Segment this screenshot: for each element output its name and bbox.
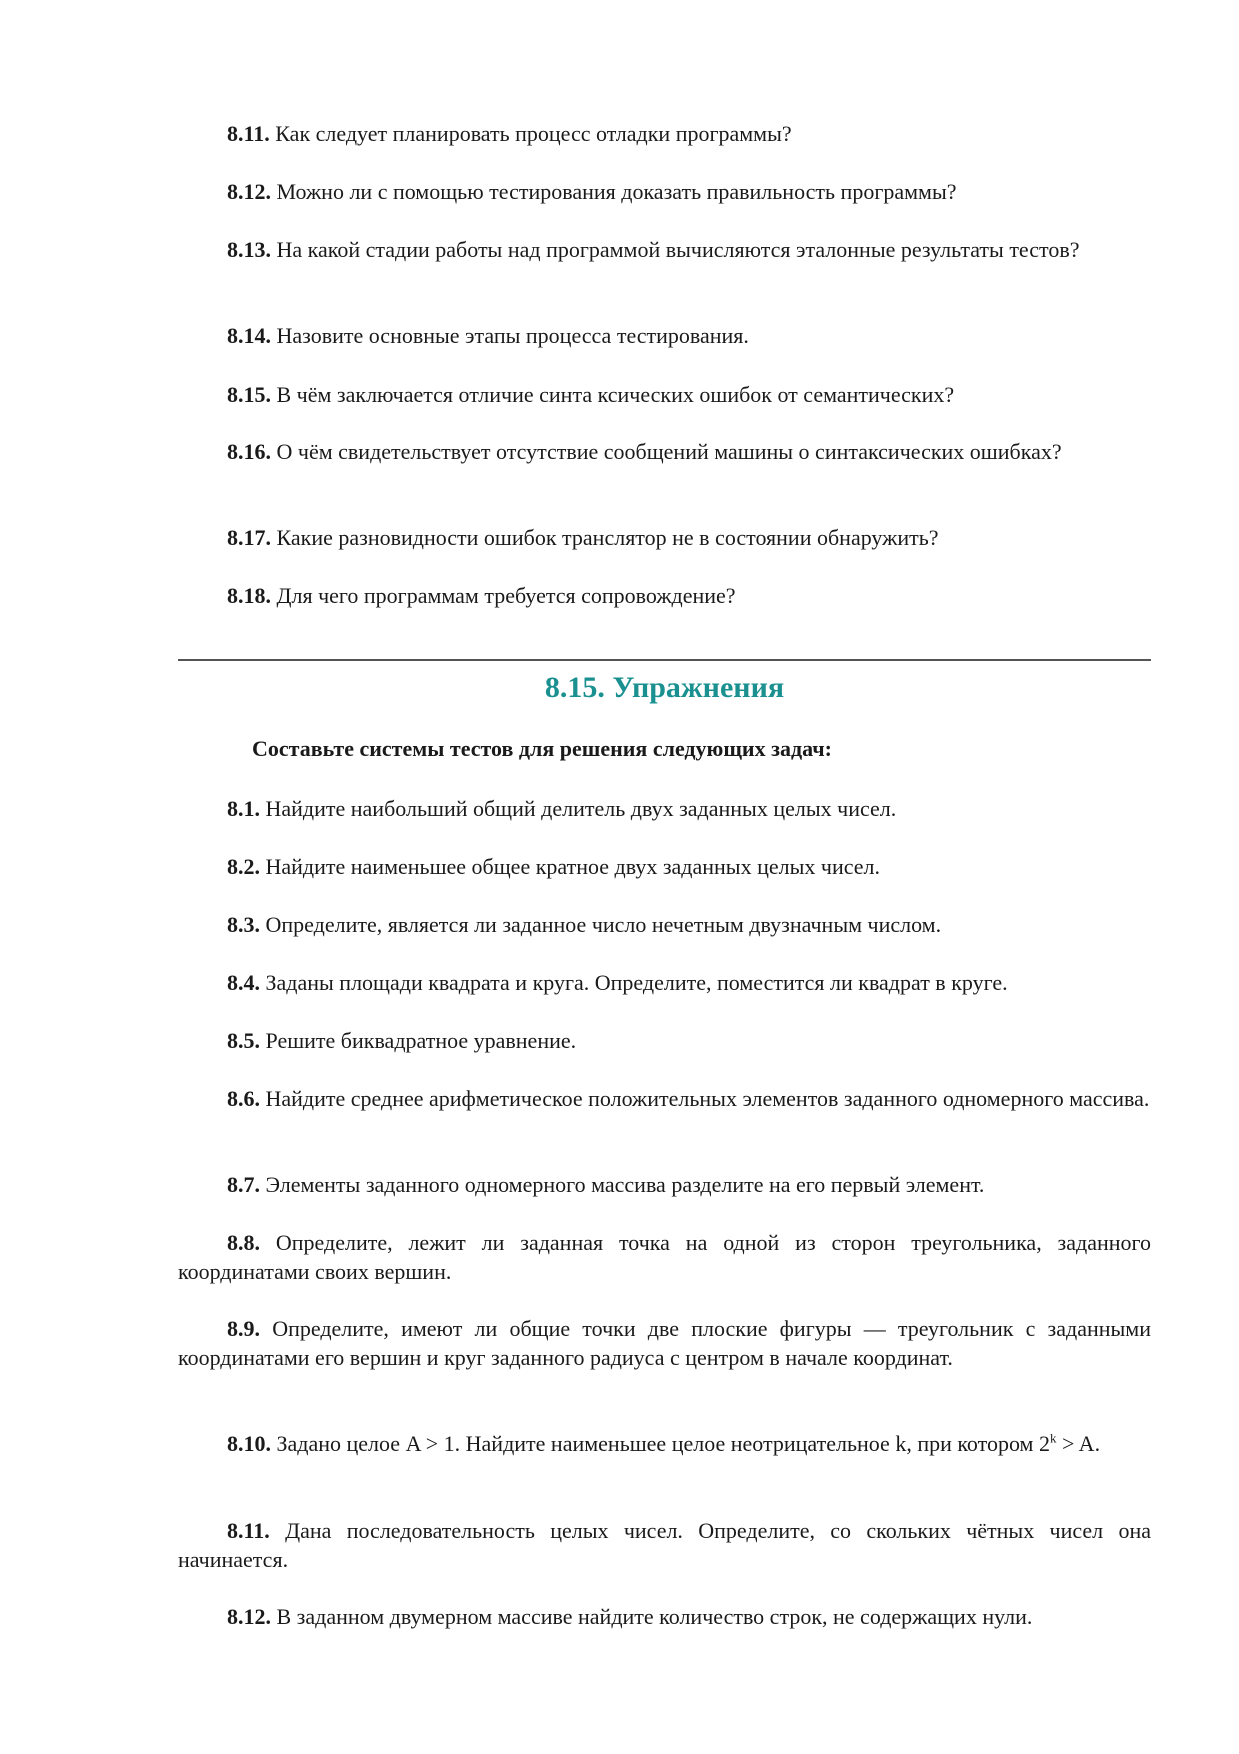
exercise-8-5 xyxy=(178,1026,1151,1055)
question-number: 8.14. xyxy=(227,323,271,348)
question-8-15 xyxy=(178,380,1151,409)
exercise-text: В заданном двумерном массиве найдите количество строк, не содержащих нули. xyxy=(271,1604,1033,1629)
exercise-text: Решите биквадратное уравнение. xyxy=(260,1028,577,1053)
exercise-8-6 xyxy=(178,1084,1151,1113)
section-divider xyxy=(178,659,1151,661)
exercise-text: Определите, лежит ли заданная точка на одной из сторон треугольника, заданного координатами своих вершин. xyxy=(178,1230,1151,1284)
section-title: 8.15. Упражнения xyxy=(544,671,785,704)
question-number: 8.18. xyxy=(227,583,271,608)
question-8-16 xyxy=(178,437,1151,466)
question-number: 8.11. xyxy=(227,121,270,146)
exercise-number: 8.12. xyxy=(227,1604,271,1629)
exercise-text: Определите, является ли заданное число нечетным двузначным числом. xyxy=(260,912,942,937)
exercise-8-9 xyxy=(178,1314,1151,1372)
question-text: О чём свидетельствует отсутствие сообщений машины о синтаксических ошибках? xyxy=(271,439,1062,464)
exercise-number: 8.10. xyxy=(227,1431,271,1456)
question-8-17 xyxy=(178,523,1151,552)
question-text: На какой стадии работы над программой вычисляются эталонные результаты тестов? xyxy=(271,237,1080,262)
question-text: Какие разновидности ошибок транслятор не в состоянии обнаружить? xyxy=(271,525,939,550)
exercise-text-tail: > A. xyxy=(1056,1431,1101,1456)
exercise-number: 8.8. xyxy=(227,1230,260,1255)
exercise-8-3 xyxy=(178,910,1151,939)
question-8-18 xyxy=(178,581,1151,610)
exercise-8-4 xyxy=(178,968,1151,997)
question-number: 8.13. xyxy=(227,237,271,262)
exercise-number: 8.9. xyxy=(227,1316,260,1341)
exercise-8-12 xyxy=(178,1602,1151,1631)
exercise-number: 8.2. xyxy=(227,854,260,879)
exercise-number: 8.3. xyxy=(227,912,260,937)
exercise-number: 8.7. xyxy=(227,1172,260,1197)
question-number: 8.15. xyxy=(227,382,271,407)
question-number: 8.16. xyxy=(227,439,271,464)
exercise-text: Элементы заданного одномерного массива разделите на его первый элемент. xyxy=(260,1172,985,1197)
question-number: 8.17. xyxy=(227,525,271,550)
exercise-number: 8.1. xyxy=(227,796,260,821)
exercise-text: Найдите среднее арифметическое положительных элементов заданного одномерного массива. xyxy=(260,1086,1150,1111)
exercise-8-1 xyxy=(178,794,1151,823)
exercise-text: Задано целое A > 1. Найдите наименьшее целое неотрицательное k, при котором xyxy=(271,1431,1039,1456)
question-number: 8.12. xyxy=(227,179,271,204)
question-text: Для чего программам требуется сопровождение? xyxy=(271,583,736,608)
exercise-8-2 xyxy=(178,852,1151,881)
exercise-8-8 xyxy=(178,1228,1151,1286)
exercise-text: Дана последовательность целых чисел. Определите, со скольких чётных чисел она начинается. xyxy=(178,1518,1151,1572)
exercise-number: 8.5. xyxy=(227,1028,260,1053)
exercise-number: 8.6. xyxy=(227,1086,260,1111)
exercise-text: Определите, имеют ли общие точки две плоские фигуры — треугольник с заданными координатами его вершин и круг заданного радиуса с центром в начале координат. xyxy=(178,1316,1151,1370)
exercise-number: 8.11. xyxy=(227,1518,270,1543)
question-8-14 xyxy=(178,321,1151,350)
question-text: Можно ли с помощью тестирования доказать правильность программы? xyxy=(271,179,957,204)
exercise-text: Найдите наименьшее общее кратное двух заданных целых чисел. xyxy=(260,854,880,879)
exercise-8-7 xyxy=(178,1170,1151,1199)
question-text: Как следует планировать процесс отладки программы? xyxy=(269,121,792,146)
exercise-8-10 xyxy=(178,1429,1151,1458)
exercise-text: Заданы площади квадрата и круга. Определите, поместится ли квадрат в круге. xyxy=(260,970,1008,995)
section-intro: Составьте системы тестов для решения следующих задач: xyxy=(252,736,832,761)
question-8-11 xyxy=(178,119,1151,148)
question-text: В чём заключается отличие синта ксических ошибок от семантических? xyxy=(271,382,955,407)
exercise-text: Найдите наибольший общий делитель двух заданных целых чисел. xyxy=(260,796,897,821)
question-text: Назовите основные этапы процесса тестирования. xyxy=(271,323,749,348)
question-8-12 xyxy=(178,177,1151,206)
power-base: 2 xyxy=(1038,1431,1050,1456)
power-exponent: k xyxy=(1049,1430,1057,1446)
question-8-13 xyxy=(178,235,1151,264)
exercise-number: 8.4. xyxy=(227,970,260,995)
exercise-8-11 xyxy=(178,1516,1151,1574)
